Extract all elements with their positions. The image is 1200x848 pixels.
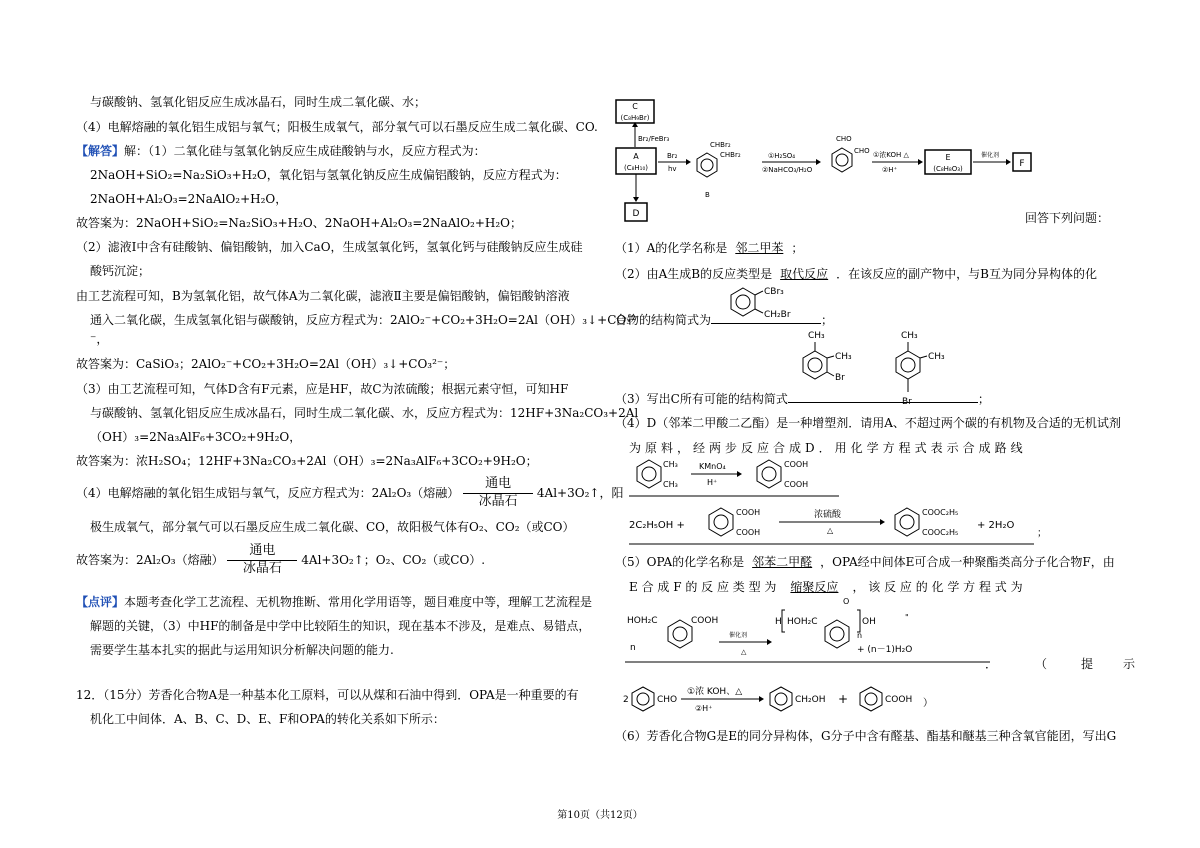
text-line (76, 139, 486, 163)
text-line: 故答案为：CaSiO₃；2AlO₂⁻+CO₂+3H₂O=2Al（OH）₃↓+CO₃²⁻； (76, 357, 456, 371)
text-span: ．在该反应的副产物中，与B互为同分异构体的化 (836, 267, 1097, 281)
text-span: （5）OPA的化学名称是 (615, 555, 745, 569)
text-span: ，OPA经中间体E可合成一种聚酯类高分子化合物F，由 (820, 555, 1115, 569)
substituent: CH₂Br (764, 310, 791, 320)
question-4-line: 为原料，经两步反应合成D．用化学方程式表示合成路线 (629, 441, 1027, 455)
polymer-chain: HOH₂C (787, 617, 818, 627)
benzene-ring-b (697, 153, 717, 177)
text-line: 极生成氧气，部分氧气可以石墨反应生成二氧化碳、CO，故阳极气体有O₂、CO₂（或CO） (90, 520, 575, 534)
text-line: 2NaOH+SiO₂=Na₂SiO₃+H₂O，氧化铝与氢氧化钠反应生成偏铝酸钠，反应方程式为： (90, 168, 567, 182)
benzene-circle (775, 693, 787, 705)
structure-svg (725, 280, 825, 324)
substituent: CH₃ (663, 460, 678, 469)
benzene-circle (901, 358, 915, 372)
text-span: （2）由A生成B的反应类型是 (615, 267, 773, 281)
reagent-hv: hv (668, 165, 677, 173)
benzene-ring (770, 687, 792, 711)
bond (920, 356, 927, 358)
reagent: H⁺ (707, 478, 718, 487)
substituent: CHO (657, 695, 678, 705)
carbonyl-o: O (843, 598, 850, 606)
substituent: CH₃ (663, 480, 678, 489)
box-c-label: C (632, 102, 638, 111)
question-6-line: （6）芳香化合物G是E的同分异构体，G分子中含有醛基、酯基和醚基三种含氧官能团，写出G (615, 729, 1117, 743)
scheme-svg (610, 95, 1040, 225)
condition-top: 通电 (485, 475, 512, 491)
text-line: 解题的关键，（3）中HF的制备是中学中比较陌生的知识，现在基本不涉及，是难点、易错点， (90, 619, 591, 633)
reagent: △ (827, 526, 834, 535)
b-substituent-1: CHBr₂ (710, 141, 731, 149)
benzene-ring (803, 351, 827, 379)
text-span: 示 (1123, 657, 1136, 671)
text-line: 故答案为：浓H₂SO₄；12HF+3Na₂CO₃+2Al（OH）₃=2Na₃AlF₆+3CO₂+9H₂O； (76, 454, 538, 468)
condition-bottom: 冰晶石 (478, 493, 518, 509)
arrow-head (1006, 159, 1011, 165)
degree: n (857, 631, 863, 640)
reagent-catalyst: 催化剂 (981, 152, 1000, 159)
equation-svg (629, 502, 1049, 546)
benzene-circle (642, 467, 656, 481)
equation-line (76, 475, 624, 509)
reagent: △ (741, 648, 747, 656)
text-span: ； (791, 241, 804, 255)
box-f-label: F (1019, 159, 1025, 169)
reagent-br2-febr3: Br₂/FeBr₃ (638, 135, 670, 143)
benzene-circle (900, 515, 914, 529)
substituent: CH₃ (835, 352, 852, 362)
benzene-circle (830, 627, 844, 641)
substituent: COOH (736, 528, 761, 537)
question-5-line (629, 575, 1023, 599)
question-5-line (615, 550, 1115, 574)
question-3-line (615, 387, 990, 411)
box-a-label: A (633, 152, 639, 161)
text-line: 2NaOH+Al₂O₃=2NaAlO₂+H₂O， (90, 192, 288, 206)
text-span: ） (923, 698, 933, 709)
text-span: ， 该 反 应 的 化 学 方 程 式 为 (852, 580, 1023, 594)
benzene-circle (736, 295, 750, 309)
benzene-ring (731, 288, 755, 316)
arrow-head (686, 159, 691, 165)
reagent-h-plus: ②H⁺ (882, 166, 898, 174)
reagent: KMnO₄ (699, 462, 726, 471)
text-line: 酸钙沉淀； (90, 264, 151, 278)
text-line: （OH）₃=2Na₃AlF₆+3CO₂+9H₂O， (90, 430, 302, 444)
substituent: CH₃ (808, 331, 825, 341)
coefficient: 2 (623, 695, 629, 705)
equation-line (76, 542, 486, 576)
text-span: （4）电解熔融的氧化铝生成铝与氧气，反应方程式为：2Al₂O₃（熔融） (76, 486, 460, 500)
reaction-condition (463, 475, 533, 509)
benzene-ring (632, 687, 654, 711)
benzene-ring (709, 508, 733, 536)
benzene-circle (836, 154, 848, 166)
b-label: B (705, 191, 710, 199)
text-span: （ (1035, 657, 1048, 671)
text-span: 4Al+3O₂↑，阳 (536, 486, 624, 500)
text-span: E 合 成 F 的 反 应 类 型 为 (629, 580, 777, 594)
box-c-formula: (C₈H₉Br) (620, 114, 650, 122)
text-line: 由工艺流程可知，B为氢氧化铝，故气体A为二氧化碳，滤液Ⅱ主要是偏铝酸钠，偏铝酸钠溶液 (76, 289, 570, 303)
benzene-circle (673, 627, 687, 641)
byproduct: + (n－1)H₂O (857, 645, 913, 655)
substituent: CBr₃ (764, 287, 784, 297)
benzene-circle (762, 467, 776, 481)
text-line: 与碳酸钠、氢氧化铝反应生成冰晶石，同时生成二氧化碳、水，反应方程式为：12HF+3Na₂CO₃+2Al (90, 406, 639, 420)
arrow-head (816, 159, 821, 165)
reagent-step1: ①H₂SO₄ (768, 152, 796, 160)
equation-text: ； (1037, 528, 1047, 539)
text-span: （1）A的化学名称是 (615, 241, 728, 255)
q1-answer: 邻二甲苯 (735, 241, 784, 255)
text-span: 故答案为：2Al₂O₃（熔融） (76, 553, 224, 567)
q5-answer-1: 邻苯二甲醛 (752, 555, 813, 569)
benzene-ring (637, 460, 661, 488)
substituent: Br (902, 397, 912, 407)
plus-sign: + (838, 692, 849, 706)
benzene-circle (714, 515, 728, 529)
substituent: CH₂OH (795, 695, 826, 705)
benzene-circle (637, 693, 649, 705)
text-span: 本题考查化学工艺流程、无机物推断、常用化学用语等，题目难度中等，理解工艺流程是 (124, 595, 593, 609)
benzene-ring-opa (832, 148, 852, 172)
condition-bottom: 冰晶石 (242, 560, 282, 576)
question-2-line (615, 262, 1097, 286)
bond (827, 372, 834, 376)
equation-q4-2 (629, 502, 1049, 546)
text-line: 需要学生基本扎实的据此与运用知识分析解决问题的能力. (90, 643, 394, 657)
coefficient: n (630, 643, 636, 653)
reagent: ②H⁺ (695, 704, 713, 713)
substituent: COOH (691, 616, 719, 626)
text-line (76, 590, 592, 614)
substituent: COOH (736, 508, 761, 517)
text-span: 提 (1081, 657, 1094, 671)
question-1-line (615, 236, 803, 260)
quote-mark: " (905, 613, 909, 622)
reagent: 催化剂 (729, 632, 748, 639)
opa-cho-1: CHO (836, 135, 852, 143)
text-line: ⁻， (90, 332, 109, 346)
text-span: （3）写出C所有可能的结构简式 (615, 392, 788, 406)
end-group: H (775, 617, 782, 627)
substituent: COOH (784, 480, 809, 489)
benzene-ring (895, 508, 919, 536)
text-line: 回答下列问题： (1025, 211, 1110, 225)
substituent: COOH (784, 460, 809, 469)
b-substituent-2: CHBr₂ (720, 151, 741, 159)
answer-blank (788, 402, 978, 403)
q5-answer-2: 缩聚反应 (790, 580, 839, 594)
bracket (782, 610, 785, 632)
text-line: （2）滤液Ⅰ中含有硅酸钠、偏铝酸钠，加入CaO，生成氢氧化钙，氢氧化钙与硅酸钠反应生成硅 (76, 240, 583, 254)
text-line: （3）由工艺流程可知，气体D含有F元素，应是HF，故C为浓硫酸；根据元素守恒，可知HF (76, 382, 569, 396)
text-line: （4）电解熔融的氧化铝生成铝与氧气；阳极生成氧气，部分氧气可以石墨反应生成二氧化碳、CO. (76, 120, 598, 134)
q2-answer: 取代反应 (780, 267, 829, 281)
arrow-head (767, 639, 772, 645)
equation-text: 2C₂H₅OH + (629, 520, 685, 531)
dianping-tag: 【点评】 (76, 595, 125, 609)
arrow-head (737, 471, 742, 477)
reagent-br2: Br₂ (667, 152, 678, 160)
equation-q5 (625, 598, 1005, 664)
equation-svg (629, 454, 839, 498)
substituent: CH₃ (928, 352, 945, 362)
reagent: ①浓 KOH、△ (687, 687, 743, 697)
bond (827, 356, 834, 358)
benzene-circle (701, 159, 713, 171)
hint-equation (623, 680, 1063, 718)
substituent: COOC₂H₅ (922, 508, 959, 517)
benzene-circle (865, 693, 877, 705)
text-span: 合物的结构简式为 (615, 313, 712, 327)
text-span: ； (977, 392, 990, 406)
equation-svg (623, 680, 1063, 718)
box-e-label: E (945, 153, 951, 162)
text-span: 4Al+3O₂↑；O₂、CO₂（或CO）. (301, 553, 486, 567)
text-line: 故答案为：2NaOH+SiO₂=Na₂SiO₃+H₂O、2NaOH+Al₂O₃=2NaAlO₂+H₂O； (76, 216, 523, 230)
benzene-ring (668, 620, 692, 648)
equation-svg (625, 598, 1005, 664)
benzene-ring (860, 687, 882, 711)
question-12-line: 机化工中间体．A、B、C、D、E、F和OPA的转化关系如下所示： (90, 712, 445, 726)
reagent-koh: ①浓KOH △ (873, 151, 909, 159)
arrow-head (759, 696, 764, 702)
benzene-ring (757, 460, 781, 488)
jieda-tag: 【解答】 (76, 144, 125, 158)
substituent: Br (835, 373, 845, 383)
bond (755, 309, 763, 313)
condition-top: 通电 (249, 542, 276, 558)
arrow-head (880, 519, 885, 525)
equation-q4-1 (629, 454, 839, 498)
end-group: OH (862, 617, 876, 627)
reaction-condition (227, 542, 297, 576)
reaction-scheme (610, 95, 1040, 225)
opa-cho-2: CHO (854, 147, 870, 155)
benzene-ring (825, 620, 849, 648)
arrow-head (918, 159, 923, 165)
question-12-line: 12．（15分）芳香化合物A是一种基本化工原料，可以从煤和石油中得到．OPA是一种重要的有 (76, 688, 579, 702)
reagent-step2: ②NaHCO₃/H₂O (762, 166, 813, 174)
benzene-ring (896, 351, 920, 379)
box-d-label: D (632, 209, 640, 219)
substituent: COOH (885, 695, 913, 705)
bond (755, 291, 763, 295)
text-span: 解：（1）二氧化硅与氢氧化钠反应生成硅酸钠与水，反应方程式为： (124, 144, 486, 158)
page-footer: 第10页（共12页） (557, 810, 643, 821)
structure-q2 (725, 280, 825, 324)
box-a-formula: (C₈H₁₀) (623, 164, 649, 172)
substituent: COOC₂H₅ (922, 528, 959, 537)
text-span: ； (821, 313, 834, 327)
substituent: CH₃ (901, 331, 918, 341)
question-4-line: （4）D（邻苯二甲酸二乙酯）是一种增塑剂．请用A、不超过两个碳的有机物及合适的无机试剂 (615, 416, 1121, 430)
text-line: 通入二氧化碳，生成氢氧化铝与碳酸钠，反应方程式为：2AlO₂⁻+CO₂+3H₂O=2Al（OH）₃↓+CO₃² (90, 313, 636, 327)
equation-text: + 2H₂O (977, 520, 1015, 531)
text-span: ． (985, 657, 998, 671)
text-line: 与碳酸钠、氢氧化铝反应生成冰晶石，同时生成二氧化碳、水； (90, 95, 427, 109)
benzene-circle (808, 358, 822, 372)
substituent: HOH₂C (627, 616, 658, 626)
reagent: 浓硫酸 (814, 510, 842, 520)
box-e-formula: (C₈H₈O₃) (933, 165, 963, 173)
arrow-head (633, 197, 639, 202)
bracket (857, 610, 860, 632)
